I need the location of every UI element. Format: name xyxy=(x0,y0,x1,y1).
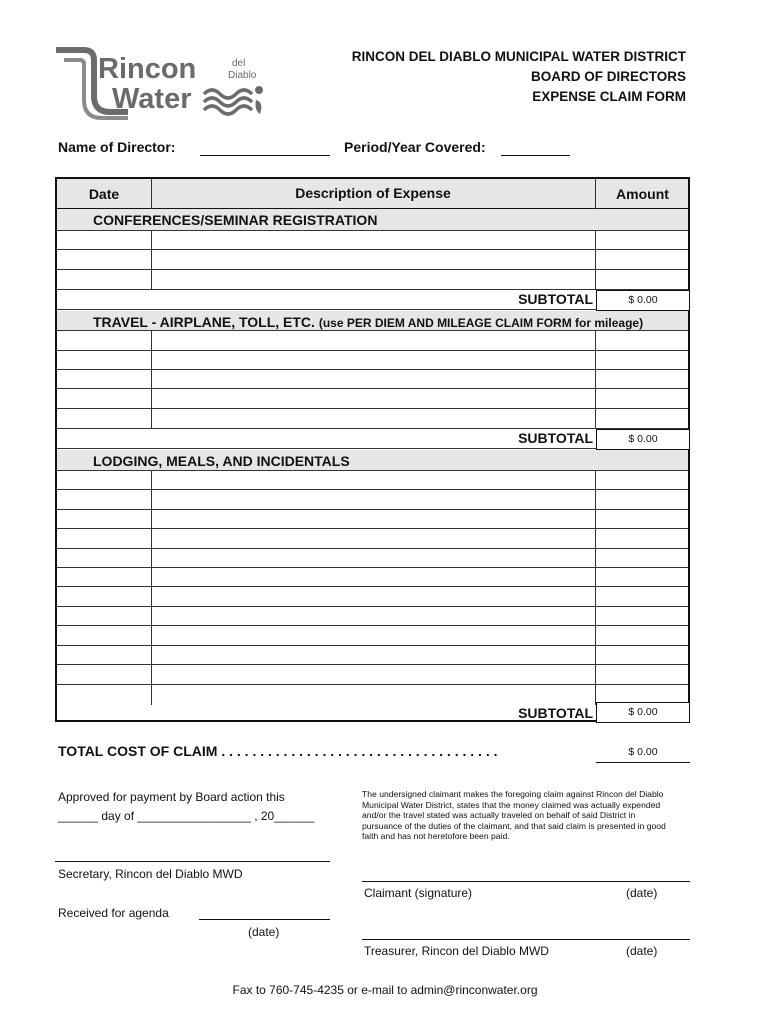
subtotal-value-travel: $ 0.00 xyxy=(596,429,690,450)
statement-line: Municipal Water District, states that the money claimed was actually expended xyxy=(362,799,661,810)
total-cost-underline xyxy=(596,762,690,763)
received-date-line[interactable] xyxy=(199,919,330,920)
secretary-label: Secretary, Rincon del Diablo MWD xyxy=(58,867,243,881)
expense-table xyxy=(55,177,690,722)
treasurer-label: Treasurer, Rincon del Diablo MWD xyxy=(364,944,549,958)
period-covered-label: Period/Year Covered: xyxy=(344,139,486,155)
column-header-description: Description of Expense xyxy=(295,185,451,201)
approval-line-2[interactable]: ______ day of _________________ , 20______ xyxy=(58,809,315,823)
statement-line: pursuance of the duties of the claimant, and that said claim is presented in good xyxy=(362,820,666,831)
treasurer-signature-line[interactable] xyxy=(362,939,690,940)
logo-word-rincon: Rincon xyxy=(98,53,197,85)
subtotal-row-travel xyxy=(57,429,688,449)
logo-word-del: del xyxy=(232,58,246,69)
logo-wave-mark xyxy=(54,44,274,120)
district-logo xyxy=(54,44,274,120)
section-title-travel: TRAVEL - AIRPLANE, TOLL, ETC. xyxy=(93,314,315,330)
treasurer-date-label: (date) xyxy=(626,944,658,958)
approval-line-1: Approved for payment by Board action this xyxy=(58,790,285,804)
total-cost-value: $ 0.00 xyxy=(628,746,658,758)
claimant-signature-label: Claimant (signature) xyxy=(364,886,473,900)
name-of-director-label: Name of Director: xyxy=(58,139,176,155)
header-district-name: RINCON DEL DIABLO MUNICIPAL WATER DISTRICT xyxy=(351,49,686,64)
section-title-lodging: LODGING, MEALS, AND INCIDENTALS xyxy=(93,453,350,469)
received-date-label: (date) xyxy=(248,925,280,939)
column-header-date: Date xyxy=(88,186,120,202)
subtotal-row-conferences xyxy=(57,290,688,310)
subtotal-label-lodging: SUBTOTAL xyxy=(518,705,593,721)
received-for-agenda-label: Received for agenda xyxy=(58,906,169,920)
statement-line: and/or the travel stated was actually traveled on behalf of said District in xyxy=(362,810,636,821)
section-title-conferences: CONFERENCES/SEMINAR REGISTRATION xyxy=(93,212,378,228)
period-covered-field[interactable] xyxy=(501,155,570,156)
footer-contact: Fax to 760-745-4235 or e-mail to admin@rinconwater.org xyxy=(232,983,538,997)
subtotal-value-conferences: $ 0.00 xyxy=(596,290,690,311)
section-note-travel: (use PER DIEM AND MILEAGE CLAIM FORM for mileage) xyxy=(318,316,644,330)
header-board: BOARD OF DIRECTORS xyxy=(530,69,686,84)
claimant-statement xyxy=(362,789,692,842)
logo-word-diablo: Diablo xyxy=(228,70,257,81)
name-of-director-field[interactable] xyxy=(200,155,330,156)
subtotal-label-travel: SUBTOTAL xyxy=(518,430,593,446)
logo-word-water: Water xyxy=(112,83,192,115)
header-form-title: EXPENSE CLAIM FORM xyxy=(532,89,686,104)
section-title-travel-wrap xyxy=(93,314,643,330)
subtotal-label-conferences: SUBTOTAL xyxy=(518,291,593,307)
statement-line: The undersigned claimant makes the foregoing claim against Rincon del Diablo xyxy=(362,789,664,799)
statement-line: faith and has not heretofore been paid. xyxy=(362,831,510,842)
column-header-amount: Amount xyxy=(616,186,669,202)
total-cost-label: TOTAL COST OF CLAIM . . . . . . . . . . . . . . . . . . . . . . . . . . . . . . . . . . . . xyxy=(58,743,498,759)
secretary-signature-line[interactable] xyxy=(55,861,330,862)
claimant-signature-line[interactable] xyxy=(362,881,690,882)
subtotal-value-lodging: $ 0.00 xyxy=(596,702,690,723)
claimant-date-label: (date) xyxy=(626,886,658,900)
